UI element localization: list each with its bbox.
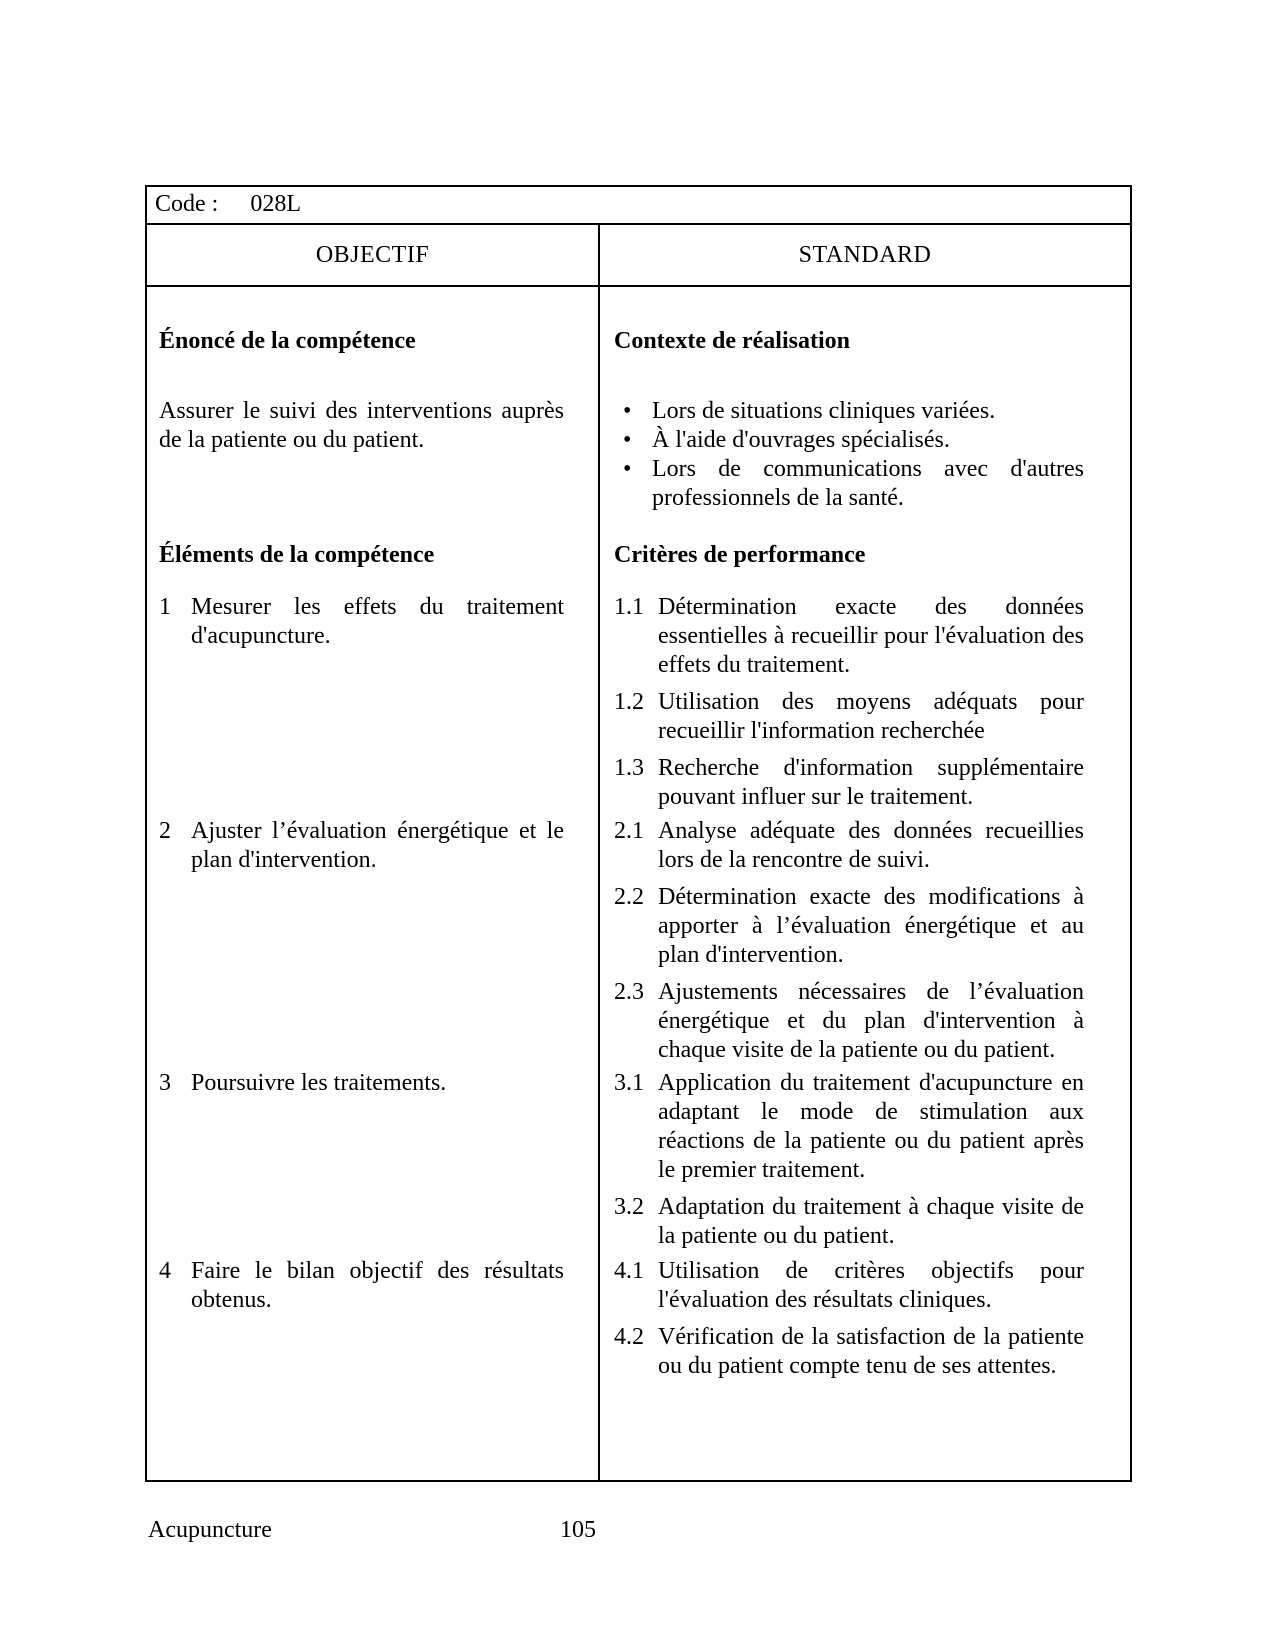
- criterion-number: 1.3: [614, 755, 644, 781]
- criterion-item: [614, 593, 1084, 680]
- criterion-item: [614, 883, 1084, 970]
- criterion-text: Utilisation de critères objectifs pour l'évaluation des résultats cliniques.: [658, 1258, 1084, 1313]
- criterion-number: 2.1: [614, 818, 644, 844]
- element-text: Faire le bilan objectif des résultats obtenus.: [191, 1258, 564, 1313]
- element-text: Mesurer les effets du traitement d'acupuncture.: [191, 594, 564, 649]
- objectif-column-header: OBJECTIF: [147, 225, 600, 285]
- element-text: Poursuivre les traitements.: [191, 1070, 447, 1096]
- criteria-heading: Critères de performance: [614, 542, 866, 568]
- criterion-item: [614, 1193, 1084, 1251]
- column-headers: [147, 225, 1130, 287]
- criterion-text: Ajustements nécessaires de l’évaluation énergétique et du plan d'intervention à chaque visite de la patiente ou du patient.: [658, 979, 1084, 1063]
- element-number: 4: [159, 1258, 171, 1284]
- context-heading: Contexte de réalisation: [614, 328, 850, 354]
- element-item: [159, 593, 564, 651]
- criterion-item: [614, 1257, 1084, 1315]
- competency-table: [145, 185, 1132, 1482]
- element-item: [159, 1069, 564, 1098]
- element-item: [159, 1257, 564, 1315]
- criterion-number: 1.2: [614, 689, 644, 715]
- element-number: 1: [159, 594, 171, 620]
- criterion-item: [614, 1323, 1084, 1381]
- criterion-text: Recherche d'information supplémentaire pouvant influer sur le traitement.: [658, 755, 1084, 810]
- criterion-item: [614, 817, 1084, 875]
- footer-doc-title: Acupuncture: [148, 1517, 272, 1543]
- criterion-item: [614, 1069, 1084, 1185]
- criterion-text: Adaptation du traitement à chaque visite de la patiente ou du patient.: [658, 1194, 1084, 1249]
- criterion-item: [614, 978, 1084, 1065]
- criterion-text: Détermination exacte des données essentielles à recueillir pour l'évaluation des effets du traitement.: [658, 594, 1084, 678]
- criterion-number: 3.1: [614, 1070, 644, 1096]
- context-bullet-item: • Lors de situations cliniques variées.: [614, 397, 1084, 426]
- element-item: [159, 817, 564, 875]
- criterion-text: Vérification de la satisfaction de la patiente ou du patient compte tenu de ses attentes.: [658, 1324, 1084, 1379]
- statement-heading: Énoncé de la compétence: [159, 328, 416, 354]
- criterion-item: [614, 754, 1084, 812]
- criterion-number: 2.3: [614, 979, 644, 1005]
- criterion-number: 2.2: [614, 884, 644, 910]
- context-bullet-item: • Lors de communications avec d'autres professionnels de la santé.: [614, 455, 1084, 513]
- criterion-number: 4.2: [614, 1324, 644, 1350]
- criterion-number: 1.1: [614, 594, 644, 620]
- code-label: Code :: [155, 191, 219, 217]
- criterion-text: Analyse adéquate des données recueillies lors de la rencontre de suivi.: [658, 818, 1084, 873]
- element-text: Ajuster l’évaluation énergétique et le plan d'intervention.: [191, 818, 564, 873]
- elements-heading: Éléments de la compétence: [159, 542, 435, 568]
- element-number: 2: [159, 818, 171, 844]
- context-bullet-list: [614, 397, 1084, 513]
- criterion-number: 4.1: [614, 1258, 644, 1284]
- criterion-text: Détermination exacte des modifications à apporter à l’évaluation énergétique et au plan d'intervention.: [658, 884, 1084, 968]
- context-bullet-item: • À l'aide d'ouvrages spécialisés.: [614, 426, 1084, 455]
- criterion-number: 3.2: [614, 1194, 644, 1220]
- table-body: [147, 287, 1130, 1482]
- code-value: 028L: [250, 191, 301, 217]
- criterion-item: [614, 688, 1084, 746]
- standard-column-header: STANDARD: [798, 241, 932, 268]
- element-number: 3: [159, 1070, 171, 1096]
- code-row: [147, 187, 1130, 225]
- criterion-text: Utilisation des moyens adéquats pour recueillir l'information recherchée: [658, 689, 1084, 744]
- statement-text: Assurer le suivi des interventions auprès de la patiente ou du patient.: [159, 398, 564, 453]
- criterion-text: Application du traitement d'acupuncture en adaptant le mode de stimulation aux réactions de la patiente ou du patient après le premier traitement.: [658, 1070, 1084, 1183]
- footer-page-number: 105: [560, 1517, 596, 1543]
